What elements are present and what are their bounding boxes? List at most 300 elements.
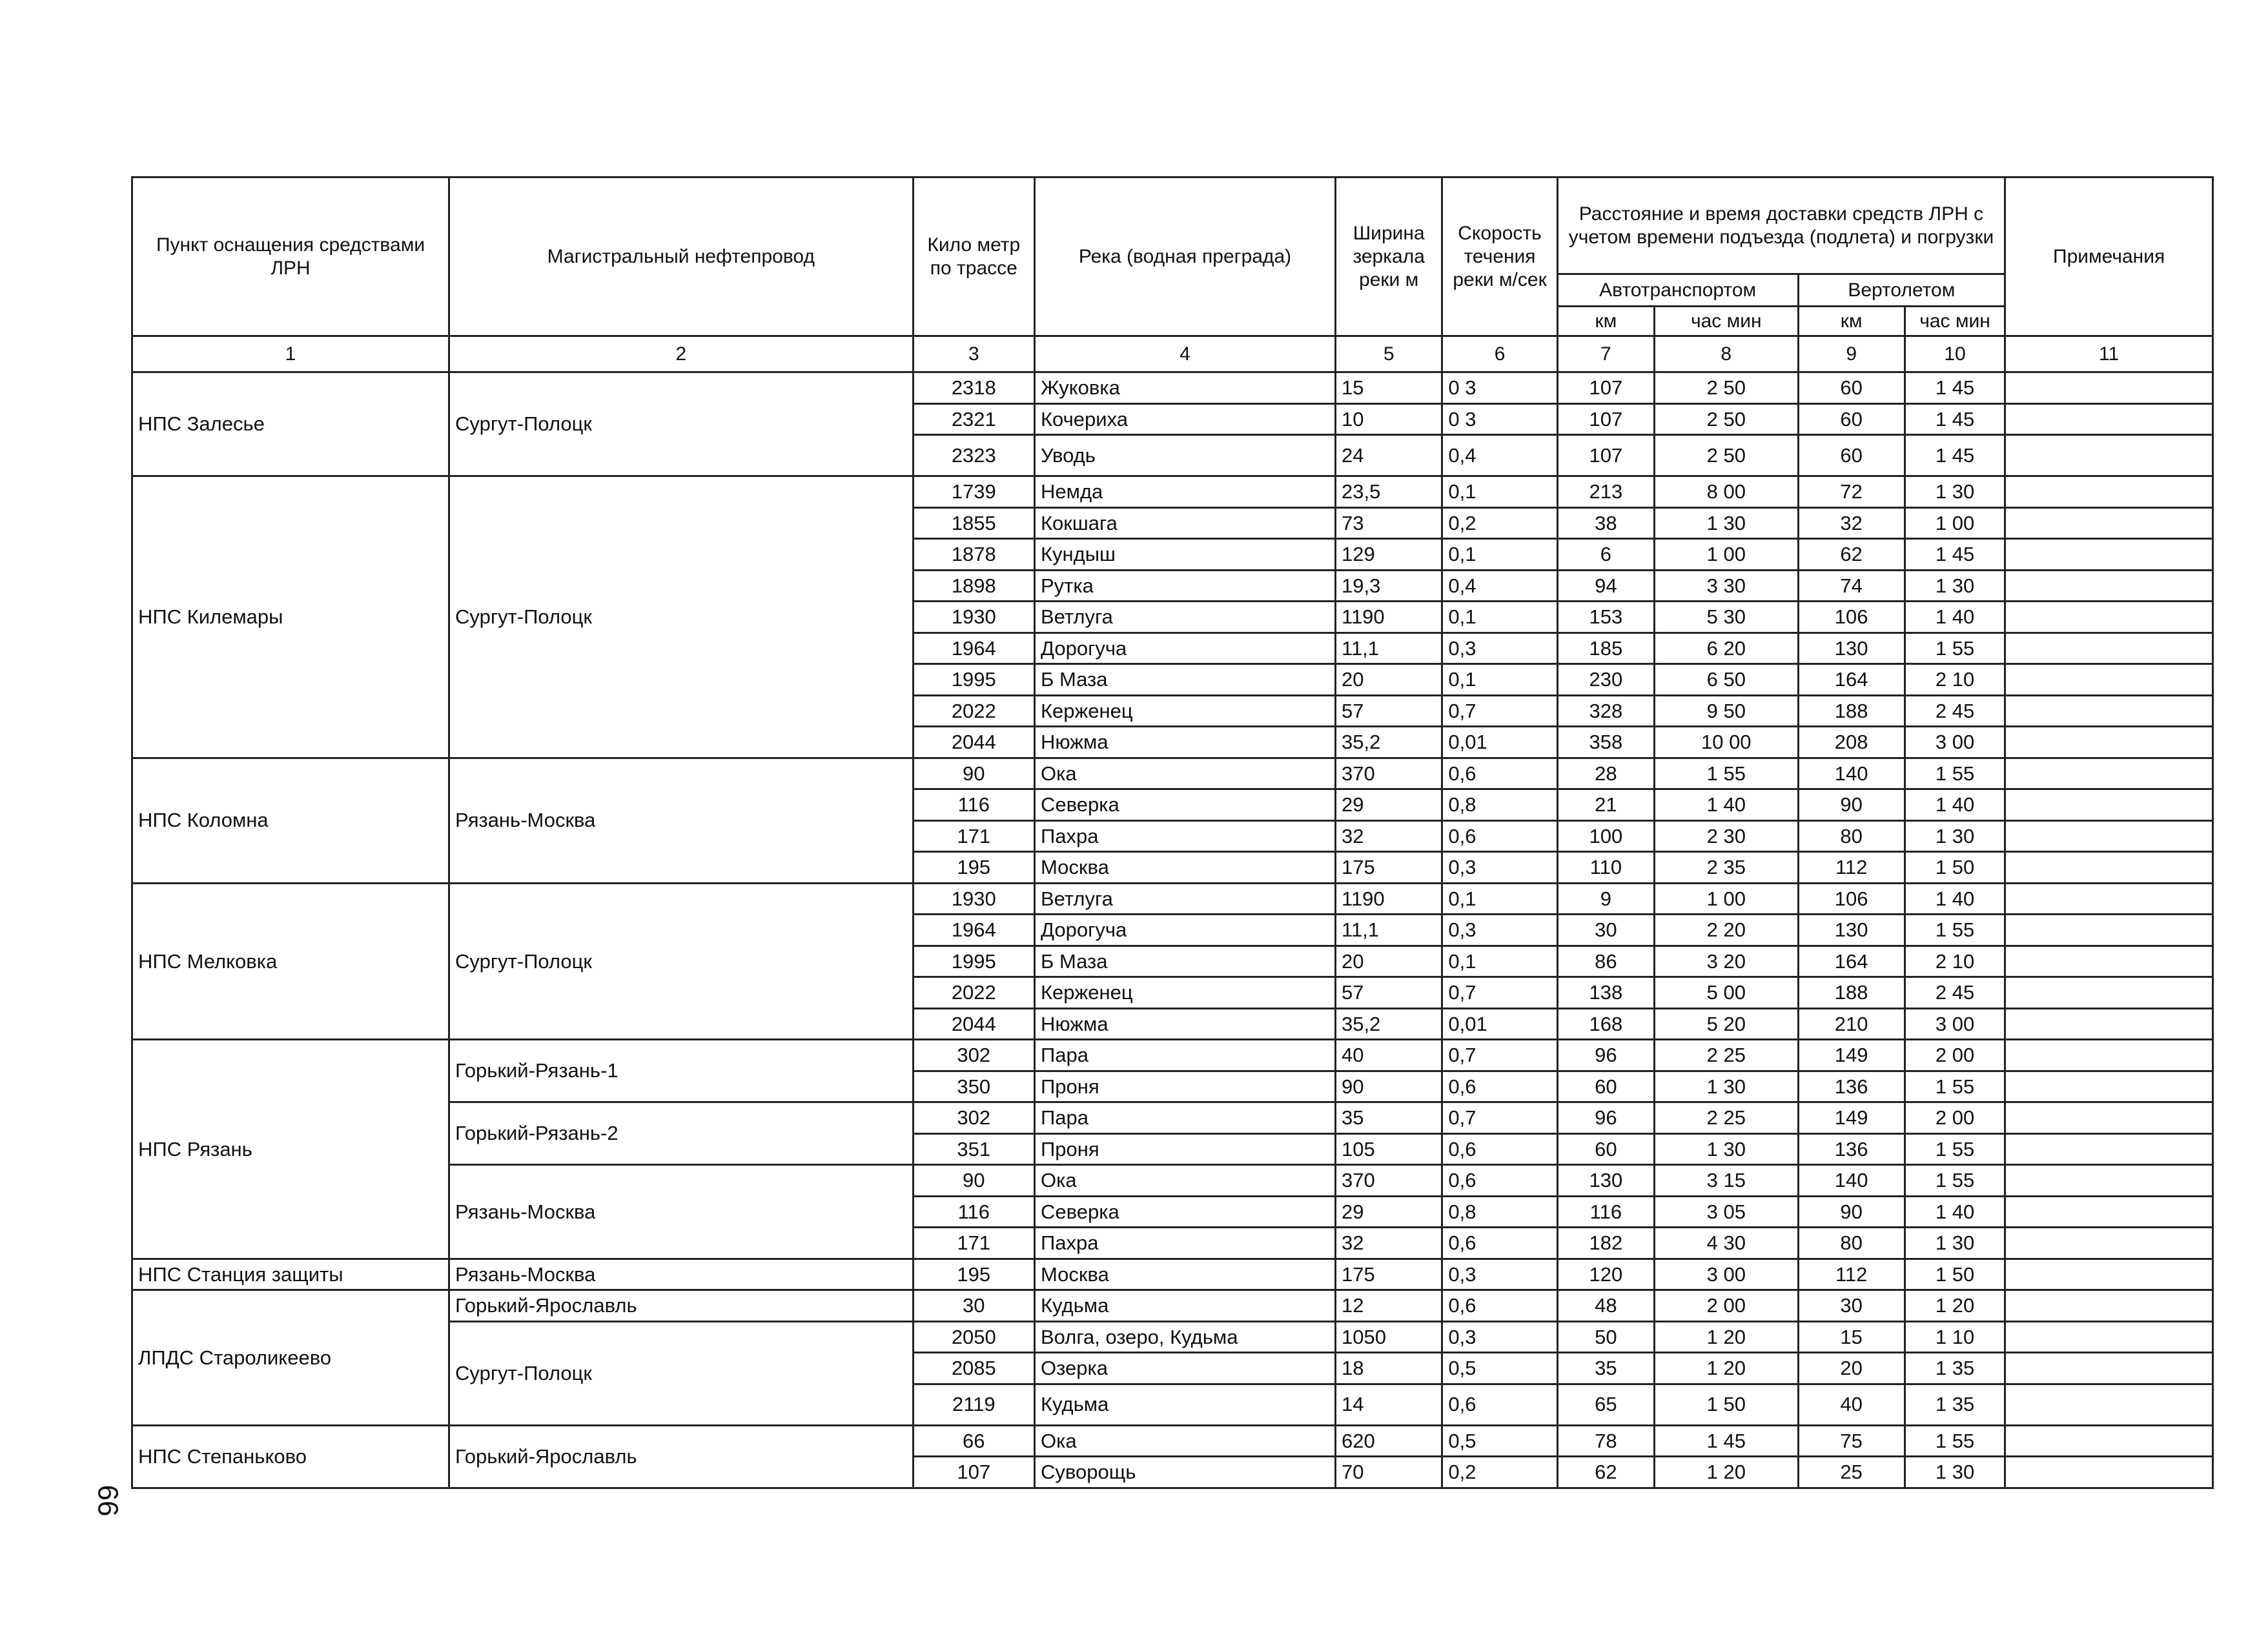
auto-km-cell: 130 — [1557, 1165, 1654, 1197]
km-cell: 107 — [913, 1457, 1034, 1488]
notes-cell — [2005, 1071, 2213, 1102]
heli-time-cell: 1 20 — [1905, 1290, 2005, 1322]
column-number: 1 — [132, 336, 449, 372]
speed-cell: 0,1 — [1442, 883, 1557, 915]
heli-km-cell: 72 — [1798, 476, 1905, 508]
notes-cell — [2005, 1384, 2213, 1425]
auto-time-cell: 2 25 — [1655, 1102, 1798, 1134]
river-cell: Северка — [1035, 789, 1336, 821]
station-cell: НПС Мелковка — [132, 883, 449, 1040]
river-cell: Пахра — [1035, 1228, 1336, 1259]
header-width: Ширина зеркала реки м — [1336, 177, 1442, 336]
speed-cell: 0 3 — [1442, 403, 1557, 435]
heli-km-cell: 208 — [1798, 727, 1905, 758]
heli-time-cell: 1 55 — [1905, 915, 2005, 946]
width-cell: 14 — [1336, 1384, 1442, 1425]
width-cell: 175 — [1336, 1259, 1442, 1290]
pipeline-cell: Горький-Рязань-1 — [449, 1040, 914, 1102]
notes-cell — [2005, 820, 2213, 852]
notes-cell — [2005, 664, 2213, 696]
river-cell: Нюжма — [1035, 1008, 1336, 1040]
width-cell: 1190 — [1336, 602, 1442, 633]
table-row — [132, 1425, 2213, 1457]
notes-cell — [2005, 727, 2213, 758]
auto-km-cell: 107 — [1557, 403, 1654, 435]
pipeline-cell: Рязань-Москва — [449, 1165, 914, 1259]
auto-time-cell: 10 00 — [1655, 727, 1798, 758]
auto-time-cell: 2 20 — [1655, 915, 1798, 946]
width-cell: 10 — [1336, 403, 1442, 435]
auto-time-cell: 2 50 — [1655, 372, 1798, 404]
notes-cell — [2005, 946, 2213, 977]
header-auto-km: км — [1557, 307, 1654, 336]
heli-time-cell: 2 45 — [1905, 977, 2005, 1009]
notes-cell — [2005, 1165, 2213, 1197]
width-cell: 105 — [1336, 1133, 1442, 1165]
heli-km-cell: 130 — [1798, 915, 1905, 946]
heli-km-cell: 164 — [1798, 664, 1905, 696]
width-cell: 620 — [1336, 1425, 1442, 1457]
speed-cell: 0,3 — [1442, 633, 1557, 664]
km-cell: 1898 — [913, 570, 1034, 602]
heli-km-cell: 80 — [1798, 820, 1905, 852]
auto-time-cell: 6 20 — [1655, 633, 1798, 664]
heli-km-cell: 136 — [1798, 1133, 1905, 1165]
pipeline-cell: Горький-Ярославль — [449, 1425, 914, 1488]
notes-cell — [2005, 1196, 2213, 1228]
river-cell: Дорогуча — [1035, 633, 1336, 664]
speed-cell: 0,7 — [1442, 977, 1557, 1009]
column-number: 5 — [1336, 336, 1442, 372]
heli-km-cell: 32 — [1798, 507, 1905, 539]
auto-km-cell: 38 — [1557, 507, 1654, 539]
notes-cell — [2005, 1425, 2213, 1457]
river-cell: Суворощь — [1035, 1457, 1336, 1488]
river-cell: Нюжма — [1035, 727, 1336, 758]
width-cell: 29 — [1336, 1196, 1442, 1228]
heli-time-cell: 1 55 — [1905, 758, 2005, 789]
km-cell: 2022 — [913, 977, 1034, 1009]
auto-time-cell: 1 00 — [1655, 883, 1798, 915]
speed-cell: 0,6 — [1442, 758, 1557, 789]
river-cell: Рутка — [1035, 570, 1336, 602]
km-cell: 2022 — [913, 695, 1034, 727]
auto-km-cell: 328 — [1557, 695, 1654, 727]
river-cell: Москва — [1035, 1259, 1336, 1290]
heli-time-cell: 2 10 — [1905, 946, 2005, 977]
river-cell: Москва — [1035, 852, 1336, 884]
width-cell: 23,5 — [1336, 476, 1442, 508]
km-cell: 2318 — [913, 372, 1034, 404]
heli-time-cell: 2 00 — [1905, 1102, 2005, 1134]
heli-km-cell: 25 — [1798, 1457, 1905, 1488]
speed-cell: 0,7 — [1442, 1102, 1557, 1134]
width-cell: 35,2 — [1336, 727, 1442, 758]
heli-time-cell: 1 30 — [1905, 820, 2005, 852]
pipeline-cell: Сургут-Полоцк — [449, 1321, 914, 1425]
km-cell: 1964 — [913, 915, 1034, 946]
width-cell: 19,3 — [1336, 570, 1442, 602]
speed-cell: 0,3 — [1442, 915, 1557, 946]
river-cell: Уводь — [1035, 435, 1336, 476]
header-auto-time: час мин — [1655, 307, 1798, 336]
heli-km-cell: 136 — [1798, 1071, 1905, 1102]
heli-km-cell: 106 — [1798, 883, 1905, 915]
km-cell: 2044 — [913, 1008, 1034, 1040]
auto-km-cell: 35 — [1557, 1353, 1654, 1384]
auto-km-cell: 107 — [1557, 435, 1654, 476]
station-cell: НПС Коломна — [132, 758, 449, 883]
column-number: 6 — [1442, 336, 1557, 372]
notes-cell — [2005, 1290, 2213, 1322]
heli-time-cell: 1 35 — [1905, 1353, 2005, 1384]
speed-cell: 0,5 — [1442, 1353, 1557, 1384]
auto-km-cell: 358 — [1557, 727, 1654, 758]
header-notes: Примечания — [2005, 177, 2213, 336]
auto-time-cell: 3 05 — [1655, 1196, 1798, 1228]
speed-cell: 0,4 — [1442, 570, 1557, 602]
heli-time-cell: 1 55 — [1905, 1071, 2005, 1102]
auto-km-cell: 100 — [1557, 820, 1654, 852]
heli-km-cell: 130 — [1798, 633, 1905, 664]
auto-time-cell: 2 50 — [1655, 403, 1798, 435]
pipeline-cell: Горький-Рязань-2 — [449, 1102, 914, 1165]
speed-cell: 0,3 — [1442, 1321, 1557, 1353]
speed-cell: 0,1 — [1442, 476, 1557, 508]
auto-km-cell: 168 — [1557, 1008, 1654, 1040]
station-cell: НПС Рязань — [132, 1040, 449, 1259]
width-cell: 35,2 — [1336, 1008, 1442, 1040]
heli-km-cell: 149 — [1798, 1040, 1905, 1071]
column-number: 10 — [1905, 336, 2005, 372]
heli-km-cell: 112 — [1798, 1259, 1905, 1290]
heli-km-cell: 210 — [1798, 1008, 1905, 1040]
heli-time-cell: 1 40 — [1905, 602, 2005, 633]
speed-cell: 0,1 — [1442, 664, 1557, 696]
river-cell: Пара — [1035, 1040, 1336, 1071]
river-cell: Ока — [1035, 1425, 1336, 1457]
speed-cell: 0,4 — [1442, 435, 1557, 476]
column-number: 11 — [2005, 336, 2213, 372]
heli-time-cell: 1 40 — [1905, 1196, 2005, 1228]
heli-km-cell: 60 — [1798, 403, 1905, 435]
speed-cell: 0,6 — [1442, 1290, 1557, 1322]
auto-time-cell: 5 30 — [1655, 602, 1798, 633]
auto-time-cell: 4 30 — [1655, 1228, 1798, 1259]
header-km: Кило метр по трассе — [913, 177, 1034, 336]
heli-km-cell: 149 — [1798, 1102, 1905, 1134]
km-cell: 2050 — [913, 1321, 1034, 1353]
width-cell: 18 — [1336, 1353, 1442, 1384]
heli-time-cell: 1 30 — [1905, 476, 2005, 508]
table-row — [132, 1040, 2213, 1071]
width-cell: 15 — [1336, 372, 1442, 404]
notes-cell — [2005, 1353, 2213, 1384]
notes-cell — [2005, 1228, 2213, 1259]
heli-km-cell: 15 — [1798, 1321, 1905, 1353]
pipeline-cell: Рязань-Москва — [449, 1259, 914, 1290]
river-cell: Ветлуга — [1035, 883, 1336, 915]
notes-cell — [2005, 435, 2213, 476]
width-cell: 24 — [1336, 435, 1442, 476]
heli-time-cell: 1 30 — [1905, 570, 2005, 602]
notes-cell — [2005, 1259, 2213, 1290]
column-number: 4 — [1035, 336, 1336, 372]
header-heli: Вертолетом — [1798, 274, 2005, 307]
page-number: 66 — [92, 1484, 124, 1517]
auto-time-cell: 1 20 — [1655, 1457, 1798, 1488]
km-cell: 1964 — [913, 633, 1034, 664]
auto-km-cell: 28 — [1557, 758, 1654, 789]
header-pipeline: Магистральный нефтепровод — [449, 177, 914, 336]
auto-time-cell: 9 50 — [1655, 695, 1798, 727]
station-cell: НПС Залесье — [132, 372, 449, 476]
river-cell: Ветлуга — [1035, 602, 1336, 633]
notes-cell — [2005, 977, 2213, 1009]
auto-km-cell: 65 — [1557, 1384, 1654, 1425]
auto-km-cell: 116 — [1557, 1196, 1654, 1228]
notes-cell — [2005, 539, 2213, 571]
river-cell: Дорогуча — [1035, 915, 1336, 946]
auto-time-cell: 1 45 — [1655, 1425, 1798, 1457]
auto-km-cell: 185 — [1557, 633, 1654, 664]
column-number: 9 — [1798, 336, 1905, 372]
river-cell: Проня — [1035, 1071, 1336, 1102]
speed-cell: 0,1 — [1442, 946, 1557, 977]
auto-km-cell: 30 — [1557, 915, 1654, 946]
heli-time-cell: 1 45 — [1905, 372, 2005, 404]
heli-time-cell: 1 40 — [1905, 883, 2005, 915]
auto-km-cell: 96 — [1557, 1102, 1654, 1134]
km-cell: 1930 — [913, 883, 1034, 915]
width-cell: 57 — [1336, 695, 1442, 727]
speed-cell: 0,1 — [1442, 539, 1557, 571]
table-row — [132, 1259, 2213, 1290]
speed-cell: 0,5 — [1442, 1425, 1557, 1457]
auto-time-cell: 1 30 — [1655, 1133, 1798, 1165]
speed-cell: 0,3 — [1442, 1259, 1557, 1290]
width-cell: 90 — [1336, 1071, 1442, 1102]
heli-time-cell: 1 35 — [1905, 1384, 2005, 1425]
auto-time-cell: 1 00 — [1655, 539, 1798, 571]
auto-km-cell: 62 — [1557, 1457, 1654, 1488]
auto-km-cell: 153 — [1557, 602, 1654, 633]
km-cell: 116 — [913, 1196, 1034, 1228]
header-heli-km: км — [1798, 307, 1905, 336]
auto-time-cell: 2 30 — [1655, 820, 1798, 852]
column-number: 8 — [1655, 336, 1798, 372]
delivery-table — [131, 176, 2214, 1489]
heli-time-cell: 1 50 — [1905, 852, 2005, 884]
heli-time-cell: 2 45 — [1905, 695, 2005, 727]
speed-cell: 0,2 — [1442, 1457, 1557, 1488]
speed-cell: 0,6 — [1442, 1133, 1557, 1165]
speed-cell: 0,6 — [1442, 1228, 1557, 1259]
river-cell: Проня — [1035, 1133, 1336, 1165]
speed-cell: 0,6 — [1442, 820, 1557, 852]
heli-time-cell: 1 30 — [1905, 1228, 2005, 1259]
width-cell: 11,1 — [1336, 915, 1442, 946]
river-cell: Б Маза — [1035, 946, 1336, 977]
heli-km-cell: 30 — [1798, 1290, 1905, 1322]
km-cell: 90 — [913, 1165, 1034, 1197]
heli-km-cell: 20 — [1798, 1353, 1905, 1384]
heli-time-cell: 1 55 — [1905, 1425, 2005, 1457]
notes-cell — [2005, 789, 2213, 821]
heli-km-cell: 140 — [1798, 1165, 1905, 1197]
header-heli-time: час мин — [1905, 307, 2005, 336]
width-cell: 20 — [1336, 946, 1442, 977]
km-cell: 351 — [913, 1133, 1034, 1165]
auto-time-cell: 1 30 — [1655, 1071, 1798, 1102]
river-cell: Б Маза — [1035, 664, 1336, 696]
auto-km-cell: 6 — [1557, 539, 1654, 571]
station-cell: НПС Станция защиты — [132, 1259, 449, 1290]
river-cell: Пара — [1035, 1102, 1336, 1134]
km-cell: 1930 — [913, 602, 1034, 633]
auto-time-cell: 2 25 — [1655, 1040, 1798, 1071]
heli-time-cell: 3 00 — [1905, 1008, 2005, 1040]
width-cell: 370 — [1336, 1165, 1442, 1197]
river-cell: Озерка — [1035, 1353, 1336, 1384]
km-cell: 2119 — [913, 1384, 1034, 1425]
heli-time-cell: 1 45 — [1905, 435, 2005, 476]
heli-time-cell: 1 30 — [1905, 1457, 2005, 1488]
km-cell: 302 — [913, 1040, 1034, 1071]
width-cell: 57 — [1336, 977, 1442, 1009]
auto-km-cell: 94 — [1557, 570, 1654, 602]
auto-km-cell: 86 — [1557, 946, 1654, 977]
auto-km-cell: 96 — [1557, 1040, 1654, 1071]
auto-time-cell: 1 20 — [1655, 1353, 1798, 1384]
auto-time-cell: 6 50 — [1655, 664, 1798, 696]
km-cell: 90 — [913, 758, 1034, 789]
auto-time-cell: 1 55 — [1655, 758, 1798, 789]
heli-time-cell: 1 55 — [1905, 1165, 2005, 1197]
auto-km-cell: 107 — [1557, 372, 1654, 404]
heli-km-cell: 62 — [1798, 539, 1905, 571]
speed-cell: 0,8 — [1442, 789, 1557, 821]
header-speed: Скорость течения реки м/сек — [1442, 177, 1557, 336]
notes-cell — [2005, 476, 2213, 508]
heli-km-cell: 164 — [1798, 946, 1905, 977]
notes-cell — [2005, 570, 2213, 602]
auto-km-cell: 230 — [1557, 664, 1654, 696]
river-cell: Керженец — [1035, 695, 1336, 727]
pipeline-cell: Сургут-Полоцк — [449, 883, 914, 1040]
km-cell: 195 — [913, 1259, 1034, 1290]
heli-km-cell: 90 — [1798, 1196, 1905, 1228]
width-cell: 35 — [1336, 1102, 1442, 1134]
pipeline-cell: Рязань-Москва — [449, 758, 914, 883]
speed-cell: 0,3 — [1442, 852, 1557, 884]
km-cell: 2085 — [913, 1353, 1034, 1384]
heli-km-cell: 80 — [1798, 1228, 1905, 1259]
km-cell: 195 — [913, 852, 1034, 884]
auto-km-cell: 48 — [1557, 1290, 1654, 1322]
auto-time-cell: 2 00 — [1655, 1290, 1798, 1322]
heli-time-cell: 1 00 — [1905, 507, 2005, 539]
speed-cell: 0,6 — [1442, 1071, 1557, 1102]
auto-time-cell: 3 00 — [1655, 1259, 1798, 1290]
river-cell: Кундыш — [1035, 539, 1336, 571]
river-cell: Кочериха — [1035, 403, 1336, 435]
heli-km-cell: 112 — [1798, 852, 1905, 884]
width-cell: 1050 — [1336, 1321, 1442, 1353]
speed-cell: 0,8 — [1442, 1196, 1557, 1228]
km-cell: 302 — [913, 1102, 1034, 1134]
auto-km-cell: 78 — [1557, 1425, 1654, 1457]
speed-cell: 0,7 — [1442, 695, 1557, 727]
table-row — [132, 476, 2213, 508]
auto-km-cell: 213 — [1557, 476, 1654, 508]
heli-time-cell: 1 55 — [1905, 633, 2005, 664]
notes-cell — [2005, 1457, 2213, 1488]
speed-cell: 0,6 — [1442, 1384, 1557, 1425]
header-delivery-group: Расстояние и время доставки средств ЛРН с учетом времени подъезда (подлета) и погрузки — [1557, 177, 2005, 274]
heli-time-cell: 3 00 — [1905, 727, 2005, 758]
heli-time-cell: 1 45 — [1905, 539, 2005, 571]
river-cell: Немда — [1035, 476, 1336, 508]
table-row — [132, 758, 2213, 789]
auto-time-cell: 3 15 — [1655, 1165, 1798, 1197]
station-cell: ЛПДС Староликеево — [132, 1290, 449, 1426]
auto-time-cell: 2 50 — [1655, 435, 1798, 476]
notes-cell — [2005, 852, 2213, 884]
river-cell: Кокшага — [1035, 507, 1336, 539]
heli-km-cell: 188 — [1798, 977, 1905, 1009]
notes-cell — [2005, 633, 2213, 664]
column-number: 3 — [913, 336, 1034, 372]
auto-time-cell: 8 00 — [1655, 476, 1798, 508]
notes-cell — [2005, 507, 2213, 539]
river-cell: Северка — [1035, 1196, 1336, 1228]
heli-km-cell: 188 — [1798, 695, 1905, 727]
notes-cell — [2005, 1008, 2213, 1040]
notes-cell — [2005, 1102, 2213, 1134]
river-cell: Жуковка — [1035, 372, 1336, 404]
header-auto: Автотранспортом — [1557, 274, 1798, 307]
auto-time-cell: 1 40 — [1655, 789, 1798, 821]
km-cell: 171 — [913, 1228, 1034, 1259]
notes-cell — [2005, 602, 2213, 633]
km-cell: 1739 — [913, 476, 1034, 508]
notes-cell — [2005, 915, 2213, 946]
notes-cell — [2005, 758, 2213, 789]
auto-km-cell: 9 — [1557, 883, 1654, 915]
auto-km-cell: 138 — [1557, 977, 1654, 1009]
width-cell: 11,1 — [1336, 633, 1442, 664]
km-cell: 2044 — [913, 727, 1034, 758]
river-cell: Волга, озеро, Кудьма — [1035, 1321, 1336, 1353]
notes-cell — [2005, 1321, 2213, 1353]
pipeline-cell: Сургут-Полоцк — [449, 372, 914, 476]
heli-time-cell: 2 00 — [1905, 1040, 2005, 1071]
heli-km-cell: 106 — [1798, 602, 1905, 633]
heli-km-cell: 140 — [1798, 758, 1905, 789]
km-cell: 1878 — [913, 539, 1034, 571]
auto-km-cell: 50 — [1557, 1321, 1654, 1353]
width-cell: 129 — [1336, 539, 1442, 571]
notes-cell — [2005, 403, 2213, 435]
km-cell: 1995 — [913, 946, 1034, 977]
table-row — [132, 883, 2213, 915]
km-cell: 116 — [913, 789, 1034, 821]
river-cell: Пахра — [1035, 820, 1336, 852]
table-row — [132, 1290, 2213, 1322]
auto-km-cell: 110 — [1557, 852, 1654, 884]
speed-cell: 0,1 — [1442, 602, 1557, 633]
